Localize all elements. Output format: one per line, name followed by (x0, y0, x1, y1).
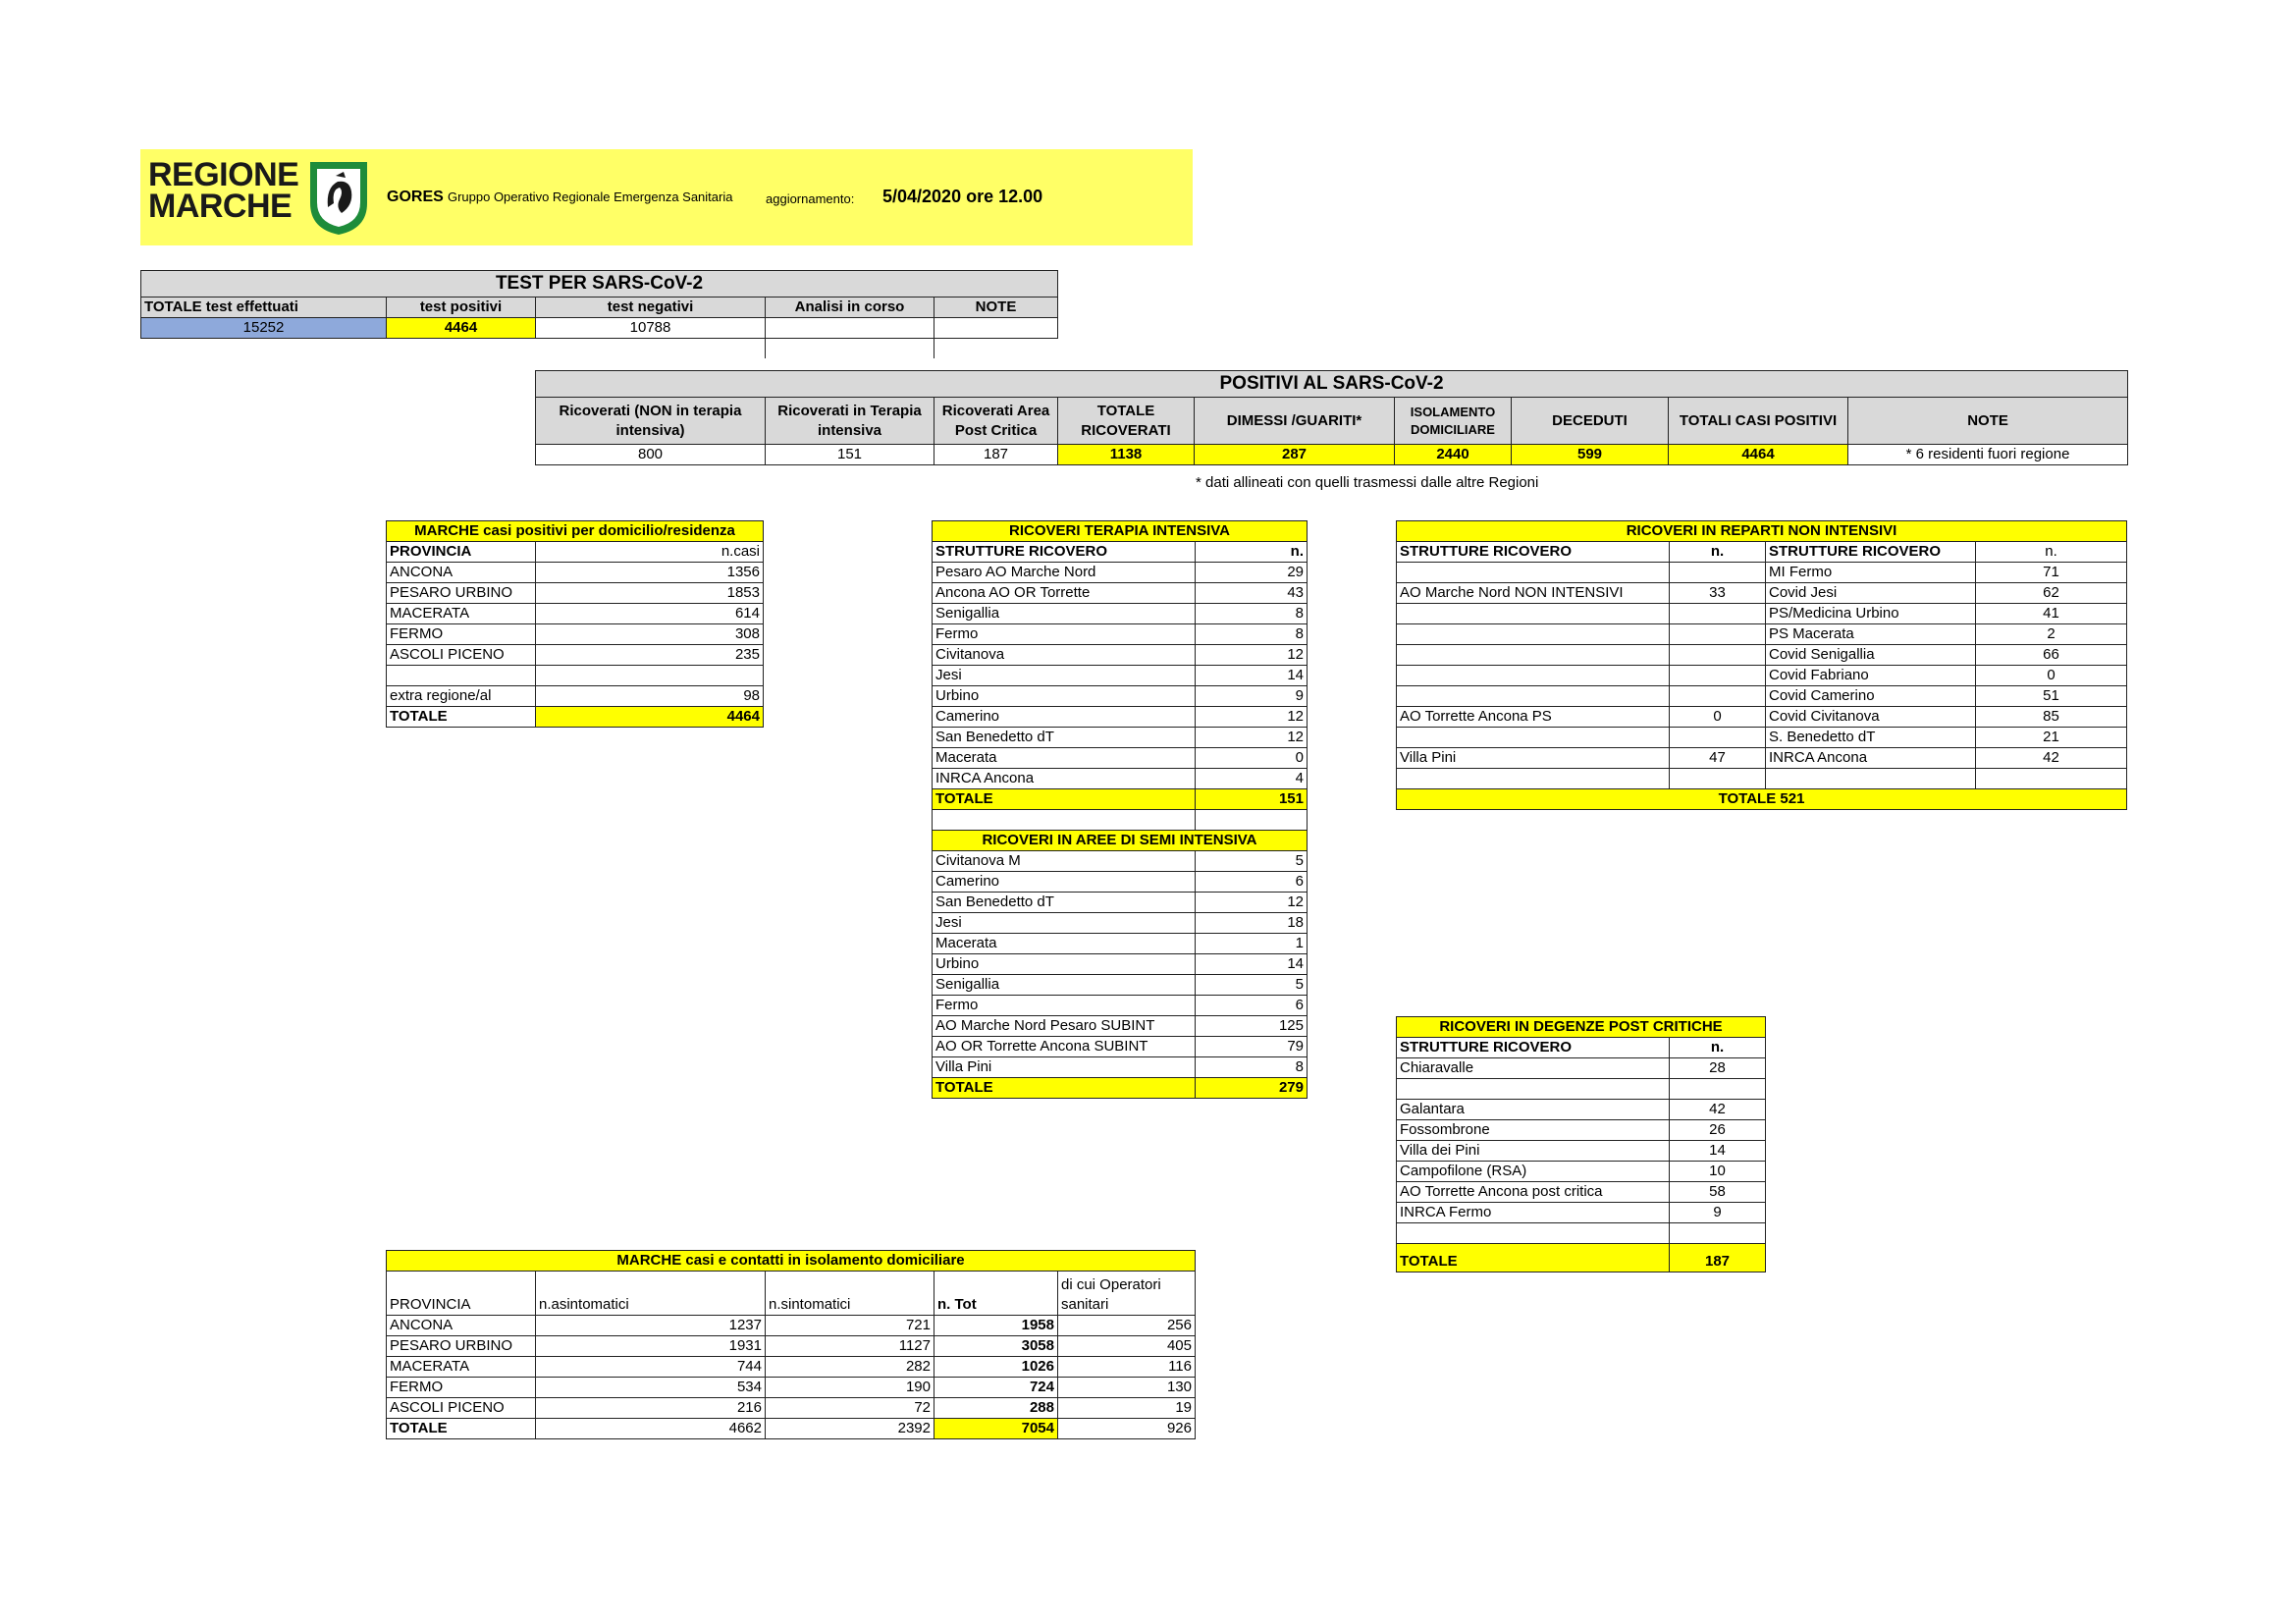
semi-row (933, 954, 1308, 975)
isolation-row-cell: 216 (536, 1398, 766, 1419)
isolation-row-cell: 405 (1058, 1336, 1196, 1357)
icu-row-cell: Camerino (933, 707, 1196, 728)
icu-title: RICOVERI TERAPIA INTENSIVA (933, 521, 1308, 542)
semi-row (933, 913, 1308, 934)
non-intensive-row-cell (1397, 624, 1670, 645)
province-row (387, 666, 764, 686)
positives-value: 599 (1512, 445, 1669, 465)
semi-row-cell: 125 (1196, 1016, 1308, 1037)
non-intensive-row-cell (1670, 604, 1766, 624)
semi-row-cell: Civitanova M (933, 851, 1196, 872)
tests-pending-value (766, 318, 934, 339)
non-intensive-row (1397, 624, 2127, 645)
post-critical-row (1397, 1100, 1766, 1120)
isolation-row-cell: 721 (766, 1316, 934, 1336)
province-row-cell: 614 (536, 604, 764, 624)
positives-value: 1138 (1058, 445, 1195, 465)
isolation-row-cell: 116 (1058, 1357, 1196, 1378)
icu-row (933, 686, 1308, 707)
icu-row-cell: 9 (1196, 686, 1308, 707)
semi-row-cell: Fermo (933, 996, 1196, 1016)
icu-row-cell: Jesi (933, 666, 1196, 686)
semi-row (933, 1057, 1308, 1078)
post-critical-row-cell: AO Torrette Ancona post critica (1397, 1182, 1670, 1203)
non-intensive-row-cell (1976, 769, 2127, 789)
isolation-row-cell: 1931 (536, 1336, 766, 1357)
icu-total-value: 151 (1196, 789, 1308, 810)
positives-value: 187 (934, 445, 1058, 465)
isolation-row-cell: 534 (536, 1378, 766, 1398)
post-critical-row-cell (1670, 1079, 1766, 1100)
isolation-col-header: n.sintomatici (766, 1272, 934, 1316)
semi-row-cell: AO OR Torrette Ancona SUBINT (933, 1037, 1196, 1057)
isolation-title: MARCHE casi e contatti in isolamento domiciliare (387, 1251, 1196, 1272)
semi-row (933, 893, 1308, 913)
non-intensive-row (1397, 666, 2127, 686)
isolation-header-line: sanitari (1061, 1296, 1109, 1313)
semi-row-cell: Macerata (933, 934, 1196, 954)
non-intensive-row (1397, 748, 2127, 769)
non-intensive-row-cell (1766, 769, 1976, 789)
post-critical-row-cell: 10 (1670, 1162, 1766, 1182)
isolation-row (387, 1398, 1196, 1419)
semi-row-cell: 6 (1196, 872, 1308, 893)
icu-row-cell: Senigallia (933, 604, 1196, 624)
isolation-col-header: n.asintomatici (536, 1272, 766, 1316)
post-critical-row-cell: Villa dei Pini (1397, 1141, 1670, 1162)
province-row-cell: extra regione/al (387, 686, 536, 707)
province-row-cell: 1356 (536, 563, 764, 583)
icu-row-cell: 12 (1196, 707, 1308, 728)
icu-row-cell: 12 (1196, 645, 1308, 666)
post-critical-row-cell: Chiaravalle (1397, 1058, 1670, 1079)
post-critical-row-cell (1670, 1223, 1766, 1244)
icu-row (933, 728, 1308, 748)
semi-row-cell: Senigallia (933, 975, 1196, 996)
post-critical-col-header: STRUTTURE RICOVERO (1397, 1038, 1670, 1058)
positives-value: 800 (536, 445, 766, 465)
semi-row (933, 1016, 1308, 1037)
non-intensive-row (1397, 686, 2127, 707)
post-critical-row (1397, 1162, 1766, 1182)
province-table (386, 520, 764, 728)
province-total-value: 4464 (536, 707, 764, 728)
province-row-cell (536, 666, 764, 686)
isolation-total-cell: 2392 (766, 1419, 934, 1439)
non-intensive-row-cell (1670, 666, 1766, 686)
isolation-total-cell: TOTALE (387, 1419, 536, 1439)
post-critical-row-cell: 9 (1670, 1203, 1766, 1223)
positives-header-cell: Ricoverati in Terapia intensiva (766, 398, 934, 445)
tests-title: TEST PER SARS-CoV-2 (141, 271, 1058, 298)
post-critical-row-cell (1397, 1079, 1670, 1100)
logo-line-1: REGIONE (148, 156, 299, 193)
post-critical-row-cell: Campofilone (RSA) (1397, 1162, 1670, 1182)
non-intensive-row-cell: 62 (1976, 583, 2127, 604)
post-critical-row (1397, 1141, 1766, 1162)
isolation-row-cell: 1237 (536, 1316, 766, 1336)
icu-row (933, 563, 1308, 583)
semi-row-cell: 5 (1196, 851, 1308, 872)
post-critical-total-label: TOTALE (1397, 1244, 1670, 1272)
non-intensive-row-cell: 0 (1976, 666, 2127, 686)
isolation-col-header: n. Tot (934, 1272, 1058, 1316)
non-intensive-row-cell: Covid Senigallia (1766, 645, 1976, 666)
non-intensive-row-cell: PS/Medicina Urbino (1766, 604, 1976, 624)
semi-row (933, 934, 1308, 954)
province-row-cell: MACERATA (387, 604, 536, 624)
non-intensive-row-cell (1670, 563, 1766, 583)
post-critical-row-cell: Galantara (1397, 1100, 1670, 1120)
icu-row-cell: 8 (1196, 604, 1308, 624)
non-intensive-row-cell: AO Marche Nord NON INTENSIVI (1397, 583, 1670, 604)
post-critical-title: RICOVERI IN DEGENZE POST CRITICHE (1397, 1017, 1766, 1038)
positives-footnote: * dati allineati con quelli trasmessi dalle altre Regioni (1196, 474, 1539, 491)
semi-row-cell: 79 (1196, 1037, 1308, 1057)
province-row-cell: 308 (536, 624, 764, 645)
positives-header-cell: TOTALE RICOVERATI (1058, 398, 1195, 445)
province-row-cell: 98 (536, 686, 764, 707)
semi-total-label: TOTALE (933, 1078, 1196, 1099)
post-critical-row-cell: INRCA Fermo (1397, 1203, 1670, 1223)
isolation-row-cell: 288 (934, 1398, 1058, 1419)
non-intensive-row-cell (1397, 666, 1670, 686)
isolation-total-cell: 7054 (934, 1419, 1058, 1439)
positives-header-cell: Ricoverati (NON in terapia intensiva) (536, 398, 766, 445)
non-intensive-row-cell (1670, 624, 1766, 645)
non-intensive-col-header: STRUTTURE RICOVERO (1397, 542, 1670, 563)
non-intensive-title: RICOVERI IN REPARTI NON INTENSIVI (1397, 521, 2127, 542)
icu-row (933, 707, 1308, 728)
icu-row-cell: Ancona AO OR Torrette (933, 583, 1196, 604)
post-critical-row-cell: 14 (1670, 1141, 1766, 1162)
province-col-header: PROVINCIA (387, 542, 536, 563)
isolation-row-cell: 1958 (934, 1316, 1058, 1336)
non-intensive-row-cell (1397, 686, 1670, 707)
isolation-row-cell: 19 (1058, 1398, 1196, 1419)
province-row-cell: FERMO (387, 624, 536, 645)
semi-row (933, 1037, 1308, 1057)
non-intensive-row-cell: 47 (1670, 748, 1766, 769)
post-critical-row-cell: Fossombrone (1397, 1120, 1670, 1141)
icu-row (933, 583, 1308, 604)
semi-title: RICOVERI IN AREE DI SEMI INTENSIVA (933, 831, 1308, 851)
semi-row (933, 872, 1308, 893)
semi-row-cell: 1 (1196, 934, 1308, 954)
positives-header-cell: DECEDUTI (1512, 398, 1669, 445)
positives-table (535, 370, 2128, 465)
province-col-header: n.casi (536, 542, 764, 563)
semi-row-cell: 12 (1196, 893, 1308, 913)
positives-header-cell: DIMESSI /GUARITI* (1195, 398, 1395, 445)
province-title: MARCHE casi positivi per domicilio/residenza (387, 521, 764, 542)
icu-row-cell: 29 (1196, 563, 1308, 583)
icu-row (933, 645, 1308, 666)
non-intensive-row-cell: Covid Jesi (1766, 583, 1976, 604)
isolation-row-cell: 1127 (766, 1336, 934, 1357)
non-intensive-total: TOTALE 521 (1397, 789, 2127, 810)
icu-row (933, 769, 1308, 789)
non-intensive-col-header: n. (1670, 542, 1766, 563)
non-intensive-row-cell: MI Fermo (1766, 563, 1976, 583)
non-intensive-row-cell: 2 (1976, 624, 2127, 645)
semi-row-cell: 6 (1196, 996, 1308, 1016)
post-critical-row (1397, 1203, 1766, 1223)
icu-row-cell: Fermo (933, 624, 1196, 645)
non-intensive-row-cell: Covid Civitanova (1766, 707, 1976, 728)
post-critical-row-cell: 58 (1670, 1182, 1766, 1203)
icu-row-cell: Civitanova (933, 645, 1196, 666)
tests-note-value (934, 318, 1058, 339)
non-intensive-row (1397, 645, 2127, 666)
semi-row (933, 996, 1308, 1016)
semi-row-cell: San Benedetto dT (933, 893, 1196, 913)
non-intensive-row-cell: 21 (1976, 728, 2127, 748)
non-intensive-row (1397, 583, 2127, 604)
province-total-label: TOTALE (387, 707, 536, 728)
isolation-row-cell: PESARO URBINO (387, 1336, 536, 1357)
positives-title: POSITIVI AL SARS-CoV-2 (536, 371, 2128, 398)
province-row (387, 686, 764, 707)
tests-positive-value: 4464 (387, 318, 536, 339)
non-intensive-row-cell: INRCA Ancona (1766, 748, 1976, 769)
isolation-total-cell: 4662 (536, 1419, 766, 1439)
isolation-row-cell: 744 (536, 1357, 766, 1378)
semi-row-cell: 5 (1196, 975, 1308, 996)
positives-header-cell: NOTE (1848, 398, 2128, 445)
update-label: aggiornamento: (766, 191, 855, 206)
post-critical-table (1396, 1016, 1766, 1272)
icu-row-cell: Macerata (933, 748, 1196, 769)
icu-row-cell: 0 (1196, 748, 1308, 769)
isolation-row (387, 1316, 1196, 1336)
tests-negative-value: 10788 (536, 318, 766, 339)
org-full-name: Gruppo Operativo Regionale Emergenza Sanitaria (447, 189, 733, 204)
isolation-total-cell: 926 (1058, 1419, 1196, 1439)
tests-header-cell: NOTE (934, 298, 1058, 318)
post-critical-row (1397, 1079, 1766, 1100)
tests-table (140, 270, 1058, 358)
tests-header-cell: test positivi (387, 298, 536, 318)
post-critical-row-cell: 42 (1670, 1100, 1766, 1120)
province-row-cell: 1853 (536, 583, 764, 604)
non-intensive-row-cell: 42 (1976, 748, 2127, 769)
semi-row-cell: 18 (1196, 913, 1308, 934)
icu-col-header: n. (1196, 542, 1308, 563)
non-intensive-row-cell (1670, 769, 1766, 789)
icu-row-cell: San Benedetto dT (933, 728, 1196, 748)
isolation-row-cell: 130 (1058, 1378, 1196, 1398)
update-date: 5/04/2020 ore 12.00 (882, 187, 1043, 206)
province-row-cell: 235 (536, 645, 764, 666)
icu-row-cell: 8 (1196, 624, 1308, 645)
semi-row-cell: 14 (1196, 954, 1308, 975)
tests-total-value: 15252 (141, 318, 387, 339)
non-intensive-row-cell: 51 (1976, 686, 2127, 707)
post-critical-total-value: 187 (1670, 1244, 1766, 1272)
non-intensive-row-cell: 33 (1670, 583, 1766, 604)
province-row-cell (387, 666, 536, 686)
icu-row-cell: 43 (1196, 583, 1308, 604)
semi-row-cell: Jesi (933, 913, 1196, 934)
non-intensive-row-cell (1397, 728, 1670, 748)
icu-row (933, 604, 1308, 624)
tests-header-cell: TOTALE test effettuati (141, 298, 387, 318)
non-intensive-row-cell (1397, 769, 1670, 789)
province-row-cell: PESARO URBINO (387, 583, 536, 604)
icu-row-cell: INRCA Ancona (933, 769, 1196, 789)
positives-note: * 6 residenti fuori regione (1848, 445, 2128, 465)
semi-row-cell: Villa Pini (933, 1057, 1196, 1078)
icu-row (933, 666, 1308, 686)
post-critical-row-cell (1397, 1223, 1670, 1244)
icu-row-cell: Pesaro AO Marche Nord (933, 563, 1196, 583)
isolation-row-cell: ASCOLI PICENO (387, 1398, 536, 1419)
non-intensive-row-cell (1670, 686, 1766, 707)
non-intensive-row-cell: 71 (1976, 563, 2127, 583)
icu-row (933, 748, 1308, 769)
semi-row-cell: Urbino (933, 954, 1196, 975)
post-critical-row-cell: 26 (1670, 1120, 1766, 1141)
isolation-header-line: di cui Operatori (1061, 1276, 1161, 1293)
icu-table (932, 520, 1308, 1099)
semi-total-value: 279 (1196, 1078, 1308, 1099)
non-intensive-row (1397, 707, 2127, 728)
non-intensive-row-cell (1397, 645, 1670, 666)
positives-value: 151 (766, 445, 934, 465)
isolation-col-header (1058, 1272, 1196, 1316)
isolation-row-cell: 190 (766, 1378, 934, 1398)
non-intensive-row-cell: 0 (1670, 707, 1766, 728)
isolation-row-cell: 282 (766, 1357, 934, 1378)
non-intensive-row (1397, 563, 2127, 583)
org-name (387, 189, 732, 206)
post-critical-col-header: n. (1670, 1038, 1766, 1058)
non-intensive-row-cell: 41 (1976, 604, 2127, 624)
post-critical-row (1397, 1058, 1766, 1079)
region-shield-icon (306, 158, 371, 237)
tests-header-cell: test negativi (536, 298, 766, 318)
non-intensive-row-cell: Covid Camerino (1766, 686, 1976, 707)
icu-total-label: TOTALE (933, 789, 1196, 810)
icu-row-cell: 12 (1196, 728, 1308, 748)
positives-value: 2440 (1395, 445, 1512, 465)
isolation-row-cell: FERMO (387, 1378, 536, 1398)
non-intensive-row-cell (1397, 604, 1670, 624)
non-intensive-col-header: n. (1976, 542, 2127, 563)
non-intensive-row-cell (1670, 728, 1766, 748)
isolation-row-cell: 724 (934, 1378, 1058, 1398)
positives-value: 4464 (1669, 445, 1848, 465)
non-intensive-row (1397, 604, 2127, 624)
province-row (387, 583, 764, 604)
isolation-row-cell: 3058 (934, 1336, 1058, 1357)
post-critical-row (1397, 1223, 1766, 1244)
province-row (387, 563, 764, 583)
logo-line-2: MARCHE (148, 188, 293, 225)
icu-row (933, 624, 1308, 645)
province-row-cell: ASCOLI PICENO (387, 645, 536, 666)
icu-row-cell: 4 (1196, 769, 1308, 789)
post-critical-row (1397, 1120, 1766, 1141)
semi-row-cell: Camerino (933, 872, 1196, 893)
province-row (387, 624, 764, 645)
positives-header-cell: ISOLAMENTO DOMICILIARE (1395, 398, 1512, 445)
province-row-cell: ANCONA (387, 563, 536, 583)
non-intensive-row-cell: 85 (1976, 707, 2127, 728)
non-intensive-table (1396, 520, 2127, 810)
isolation-row-cell: 72 (766, 1398, 934, 1419)
tests-header-cell: Analisi in corso (766, 298, 934, 318)
region-logo-text (148, 156, 299, 225)
non-intensive-row-cell: Covid Fabriano (1766, 666, 1976, 686)
semi-row-cell: 8 (1196, 1057, 1308, 1078)
isolation-col-header: PROVINCIA (387, 1272, 536, 1316)
non-intensive-row-cell: 66 (1976, 645, 2127, 666)
non-intensive-row-cell: PS Macerata (1766, 624, 1976, 645)
icu-col-header: STRUTTURE RICOVERO (933, 542, 1196, 563)
org-abbr: GORES (387, 189, 444, 205)
post-critical-row (1397, 1182, 1766, 1203)
isolation-row-cell: 256 (1058, 1316, 1196, 1336)
semi-row-cell: AO Marche Nord Pesaro SUBINT (933, 1016, 1196, 1037)
non-intensive-row-cell: Villa Pini (1397, 748, 1670, 769)
semi-row (933, 975, 1308, 996)
province-row (387, 604, 764, 624)
non-intensive-row-cell (1670, 645, 1766, 666)
isolation-row-cell: 1026 (934, 1357, 1058, 1378)
isolation-row-cell: MACERATA (387, 1357, 536, 1378)
non-intensive-row (1397, 728, 2127, 748)
non-intensive-col-header: STRUTTURE RICOVERO (1766, 542, 1976, 563)
icu-row-cell: 14 (1196, 666, 1308, 686)
non-intensive-row-cell: AO Torrette Ancona PS (1397, 707, 1670, 728)
semi-row (933, 851, 1308, 872)
isolation-row (387, 1336, 1196, 1357)
icu-row-cell: Urbino (933, 686, 1196, 707)
positives-header-cell: Ricoverati Area Post Critica (934, 398, 1058, 445)
non-intensive-row-cell (1397, 563, 1670, 583)
non-intensive-row-cell: S. Benedetto dT (1766, 728, 1976, 748)
isolation-row (387, 1378, 1196, 1398)
isolation-row-cell: ANCONA (387, 1316, 536, 1336)
isolation-row (387, 1357, 1196, 1378)
positives-header-cell: TOTALI CASI POSITIVI (1669, 398, 1848, 445)
non-intensive-row (1397, 769, 2127, 789)
province-row (387, 645, 764, 666)
post-critical-row-cell: 28 (1670, 1058, 1766, 1079)
isolation-table (386, 1250, 1196, 1439)
positives-value: 287 (1195, 445, 1395, 465)
